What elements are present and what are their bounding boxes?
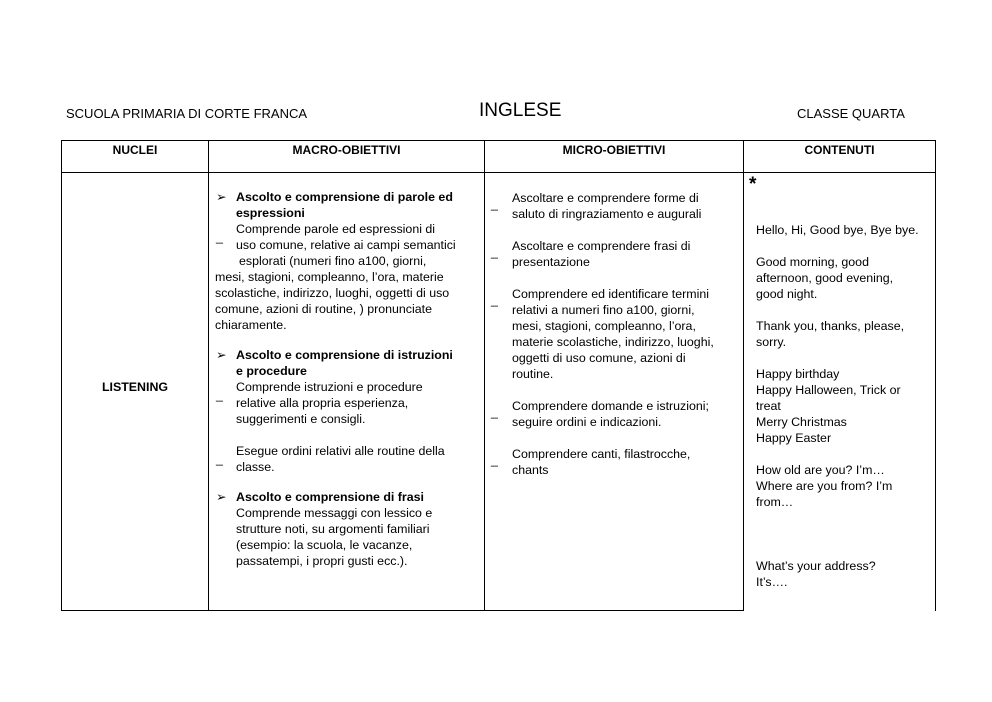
micro-item-5-line: chants — [512, 463, 549, 477]
macro-item-4-line: (esempio: la scuola, le vacanze, — [236, 538, 413, 552]
contenuti-line: What’s your address? — [756, 559, 876, 573]
macro-bullet-1 — [215, 189, 483, 221]
macro-item-4-line: Comprende messaggi con lessico e — [236, 506, 433, 520]
contenuti-line: sorry. — [756, 335, 787, 349]
macro-item-1-line: Comprende parole ed espressioni di — [236, 222, 436, 236]
arrow-bullet-icon: ➢ — [216, 190, 227, 204]
table-left-border — [61, 140, 62, 611]
macro-item-3 — [215, 443, 483, 475]
contenuti-line: Good morning, good — [756, 255, 869, 269]
micro-item-3-line: Comprendere ed identificare termini — [512, 287, 709, 301]
contenuti-line: Merry Christmas — [756, 415, 847, 429]
col-header-contenuti: CONTENUTI — [804, 143, 875, 157]
contenuti-line: Where are you from? I’m — [756, 479, 893, 493]
macro-bullet-2 — [215, 347, 483, 379]
contenuti-cell — [756, 222, 938, 590]
school-name: SCUOLA PRIMARIA DI CORTE FRANCA — [66, 106, 308, 121]
dash-marker-icon: _ — [491, 245, 498, 259]
class-label: CLASSE QUARTA — [797, 106, 905, 121]
macro-item-3-line: Esegue ordini relativi alle routine della — [236, 444, 445, 458]
macro-item-1-line: comune, azioni di routine, ) pronunciate — [215, 302, 432, 316]
macro-item-1-line: mesi, stagioni, compleanno, l’ora, materie — [215, 270, 444, 284]
macro-item-2-line: relative alla propria esperienza, — [236, 396, 409, 410]
macro-bullet-3-title-line: Ascolto e comprensione di frasi — [236, 490, 424, 504]
dash-marker-icon: _ — [216, 388, 223, 402]
macro-bullet-2-title-line: Ascolto e comprensione di istruzioni — [236, 348, 453, 362]
contenuti-line: It’s…. — [756, 575, 788, 589]
macro-bullet-3 — [215, 489, 483, 505]
contenuti-line: Happy Halloween, Trick or — [756, 383, 901, 397]
col-header-nuclei: NUCLEI — [112, 143, 158, 157]
macro-bullet-2-title-line: e procedure — [236, 364, 307, 378]
macro-item-1-line: chiaramente. — [215, 318, 287, 332]
dash-marker-icon: _ — [491, 197, 498, 211]
micro-item-3-line: oggetti di uso comune, azioni di — [512, 351, 686, 365]
macro-item-2 — [215, 379, 483, 427]
dash-marker-icon: _ — [491, 405, 498, 419]
contenuti-line: Happy Easter — [756, 431, 832, 445]
contenuti-line: Happy birthday — [756, 367, 840, 381]
macro-obiettivi-cell — [215, 189, 483, 569]
micro-item-5 — [485, 446, 742, 478]
macro-item-1 — [215, 221, 483, 269]
arrow-bullet-icon: ➢ — [216, 490, 227, 504]
dash-marker-icon: _ — [491, 453, 498, 467]
macro-item-4-line: strutture noti, su argomenti familiari — [236, 522, 430, 536]
dash-marker-icon: _ — [216, 452, 223, 466]
micro-item-1-line: saluto di ringraziamento e augurali — [512, 207, 702, 221]
micro-item-3-line: materie scolastiche, indirizzo, luoghi, — [512, 335, 714, 349]
micro-item-5-line: Comprendere canti, filastrocche, — [512, 447, 691, 461]
micro-obiettivi-cell — [485, 190, 742, 478]
contenuti-greetings: Hello, Hi, Good bye, Bye bye. — [756, 223, 919, 237]
contenuti-line: How old are you? I’m… — [756, 463, 885, 477]
asterisk-note: * — [749, 174, 757, 195]
micro-item-3-line: routine. — [512, 367, 554, 381]
micro-item-4 — [485, 398, 742, 430]
dash-marker-icon: _ — [491, 293, 498, 307]
macro-item-4-line: passatempi, i propri gusti ecc.). — [236, 554, 408, 568]
macro-item-4 — [215, 505, 483, 569]
micro-item-2-line: presentazione — [512, 255, 590, 269]
macro-item-1-line: scolastiche, indirizzo, luoghi, oggetti di uso — [215, 286, 450, 300]
header-row-divider — [61, 172, 936, 173]
micro-item-1-line: Ascoltare e comprendere forme di — [512, 191, 699, 205]
table-bottom-border — [61, 610, 744, 611]
micro-item-3-line: relativi a numeri fino a100, giorni, — [512, 303, 695, 317]
macro-item-2-line: Comprende istruzioni e procedure — [236, 380, 423, 394]
micro-item-3-line: mesi, stagioni, compleanno, l’ora, — [512, 319, 696, 333]
micro-item-4-line: Comprendere domande e istruzioni; — [512, 399, 709, 413]
micro-item-3 — [485, 286, 742, 382]
macro-item-2-line: suggerimenti e consigli. — [236, 412, 366, 426]
col-divider-1 — [208, 140, 209, 611]
col-header-micro-obiettivi: MICRO-OBIETTIVI — [562, 143, 666, 157]
table-top-border — [61, 140, 936, 141]
macro-bullet-1-title-line: Ascolto e comprensione di parole ed — [236, 190, 453, 204]
micro-item-2-line: Ascoltare e comprendere frasi di — [512, 239, 691, 253]
macro-item-1-line: uso comune, relative ai campi semantici — [236, 238, 456, 252]
macro-item-1-line: esplorati (numeri fino a100, giorni, — [239, 254, 427, 268]
micro-item-1 — [485, 190, 742, 222]
dash-marker-icon: _ — [216, 230, 223, 244]
col-header-macro-obiettivi: MACRO-OBIETTIVI — [292, 143, 401, 157]
macro-bullet-1-title-line: espressioni — [236, 206, 305, 220]
contenuti-line: Thank you, thanks, please, — [756, 319, 905, 333]
contenuti-line: treat — [756, 399, 781, 413]
arrow-bullet-icon: ➢ — [216, 348, 227, 362]
subject-title: INGLESE — [479, 100, 562, 121]
micro-item-2 — [485, 238, 742, 270]
contenuti-line: afternoon, good evening, — [756, 271, 894, 285]
col-divider-3 — [743, 140, 744, 611]
macro-item-3-line: classe. — [236, 460, 275, 474]
nucleo-listening: LISTENING — [101, 380, 169, 394]
contenuti-line: good night. — [756, 287, 818, 301]
contenuti-line: from… — [756, 495, 794, 509]
micro-item-4-line: seguire ordini e indicazioni. — [512, 415, 662, 429]
